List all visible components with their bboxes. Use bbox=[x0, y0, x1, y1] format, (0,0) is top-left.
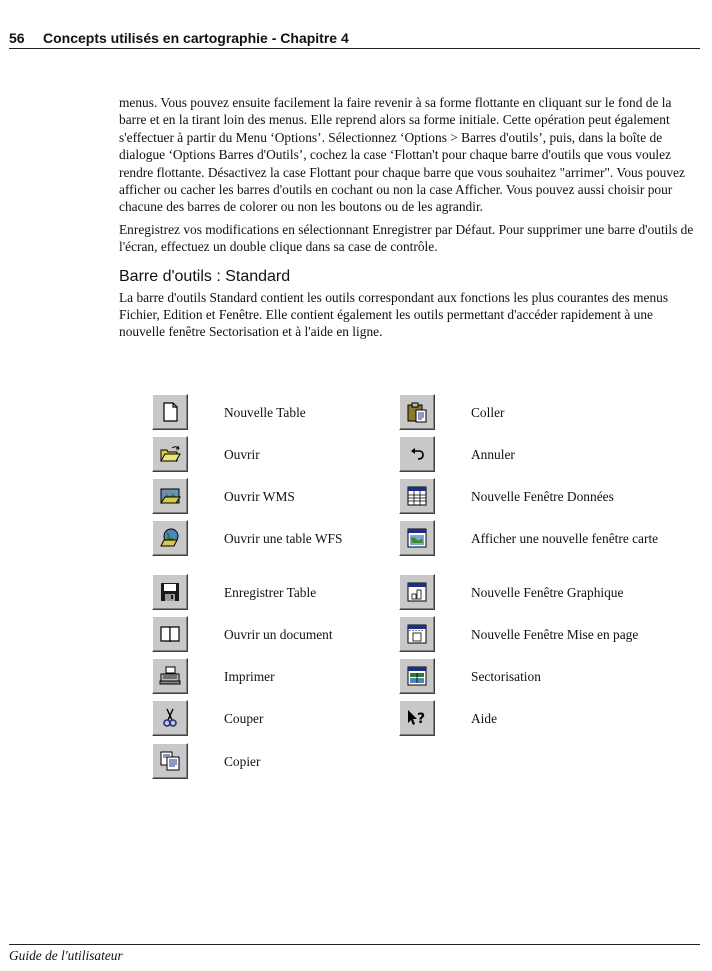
save-table-button[interactable] bbox=[152, 574, 188, 610]
districting-button[interactable] bbox=[399, 658, 435, 694]
help-button[interactable] bbox=[399, 700, 435, 736]
tool-new-browser bbox=[399, 478, 639, 514]
tool-districting bbox=[399, 658, 639, 694]
page-number: 56 bbox=[9, 30, 25, 46]
open-wms-button[interactable] bbox=[152, 478, 188, 514]
svg-text:?: ? bbox=[417, 711, 426, 727]
new-table-button[interactable] bbox=[152, 394, 188, 430]
browser-grid-icon bbox=[405, 484, 429, 508]
layout-window-icon bbox=[405, 622, 429, 646]
tool-new-layout bbox=[399, 616, 639, 652]
tool-label: Nouvelle Fenêtre Données bbox=[471, 489, 614, 504]
map-window-icon bbox=[405, 526, 429, 550]
open-document-button[interactable] bbox=[152, 616, 188, 652]
tool-label: Imprimer bbox=[224, 669, 275, 684]
tool-label: Nouvelle Fenêtre Graphique bbox=[471, 585, 624, 600]
new-graph-button[interactable] bbox=[399, 574, 435, 610]
tool-label: Enregistrer Table bbox=[224, 585, 317, 600]
tool-label: Afficher une nouvelle fenêtre carte bbox=[471, 531, 659, 546]
print-button[interactable] bbox=[152, 658, 188, 694]
open-wfs-icon bbox=[158, 526, 182, 550]
tool-label: Sectorisation bbox=[471, 669, 541, 684]
tool-new-map bbox=[399, 520, 659, 556]
new-layout-button[interactable] bbox=[399, 616, 435, 652]
tool-open-wfs bbox=[152, 520, 392, 556]
tool-label: Copier bbox=[224, 754, 261, 769]
tool-label: Ouvrir bbox=[224, 447, 260, 462]
tool-label: Couper bbox=[224, 711, 264, 726]
new-table-icon bbox=[158, 400, 182, 424]
printer-icon bbox=[158, 664, 182, 688]
tool-undo bbox=[399, 436, 639, 472]
undo-arrow-icon bbox=[405, 442, 429, 466]
paste-clipboard-icon bbox=[405, 400, 429, 424]
page-header bbox=[9, 30, 700, 49]
tool-label: Ouvrir une table WFS bbox=[224, 531, 343, 546]
scissors-icon bbox=[158, 706, 182, 730]
new-map-button[interactable] bbox=[399, 520, 435, 556]
tool-print bbox=[152, 658, 392, 694]
tool-label: Ouvrir WMS bbox=[224, 489, 295, 504]
page-footer bbox=[9, 944, 700, 965]
tool-new-table bbox=[152, 394, 392, 430]
graph-window-icon bbox=[405, 580, 429, 604]
open-button[interactable] bbox=[152, 436, 188, 472]
open-wfs-button[interactable] bbox=[152, 520, 188, 556]
section-heading: Barre d'outils : Standard bbox=[119, 267, 291, 285]
cut-button[interactable] bbox=[152, 700, 188, 736]
footer-text: Guide de l'utilisateur bbox=[9, 948, 123, 963]
districting-window-icon bbox=[405, 664, 429, 688]
paragraph-save-defaults: Enregistrez vos modifications en sélectionnant Enregistrer par Défaut. Pour supprimer une barre d'outils de l'écran, effectuez un double clique dans sa case de contrôle. bbox=[119, 221, 694, 255]
paragraph-standard-toolbar: La barre d'outils Standard contient les outils correspondant aux fonctions les plus courantes des menus Fichier, Edition et Fenêtre. Elle contient également les outils permettant d'accéder rapidement à une nouvelle fenêtre Sectorisation et à l'aide en ligne. bbox=[119, 289, 669, 340]
new-browser-button[interactable] bbox=[399, 478, 435, 514]
tool-new-graph bbox=[399, 574, 639, 610]
tool-label: Annuler bbox=[471, 447, 515, 462]
tool-open-document bbox=[152, 616, 392, 652]
tool-label: Aide bbox=[471, 711, 498, 726]
tool-open bbox=[152, 436, 392, 472]
undo-button[interactable] bbox=[399, 436, 435, 472]
copy-icon bbox=[158, 749, 182, 773]
main-content bbox=[119, 94, 701, 346]
tool-cut bbox=[152, 700, 392, 736]
tool-label: Nouvelle Table bbox=[224, 405, 306, 420]
save-disk-icon bbox=[158, 580, 182, 604]
tool-open-wms bbox=[152, 478, 392, 514]
chapter-title: Concepts utilisés en cartographie - Chapitre 4 bbox=[43, 30, 349, 46]
open-wms-icon bbox=[158, 484, 182, 508]
tool-label: Ouvrir un document bbox=[224, 627, 333, 642]
tool-label: Nouvelle Fenêtre Mise en page bbox=[471, 627, 639, 642]
tool-help bbox=[399, 700, 639, 736]
copy-button[interactable] bbox=[152, 743, 188, 779]
tool-label: Coller bbox=[471, 405, 505, 420]
paragraph-toolbar-floating: menus. Vous pouvez ensuite facilement la faire revenir à sa forme flottante en cliquant sur le fond de la barre et en la tirant loin des menus. Elle reprend alors sa forme initiale. Cette opération peut également s'effectuer à partir du Menu ‘Options’. Sélectionnez ‘Options > Barres d'outils’, puis, dans la boîte de dialogue ‘Options Barres d'Outils’, cochez la case ‘Flottan't pour chaque barre d'outils que vous voulez rendre flottante. Désactivez la case Flottant pour chaque barre que vous souhaitez "arrimer". Vous pouvez afficher ou cacher les barres d'outils en cochant ou non la case Afficher. Vous pouvez aussi choisir pour chacune des barres de colorer ou non les boutons ou de les agrandir. bbox=[119, 95, 685, 215]
open-folder-icon bbox=[158, 442, 182, 466]
open-book-icon bbox=[158, 622, 182, 646]
help-pointer-icon bbox=[405, 706, 429, 730]
paste-button[interactable] bbox=[399, 394, 435, 430]
tool-paste bbox=[399, 394, 639, 430]
tool-save-table bbox=[152, 574, 392, 610]
tool-copy bbox=[152, 743, 392, 779]
